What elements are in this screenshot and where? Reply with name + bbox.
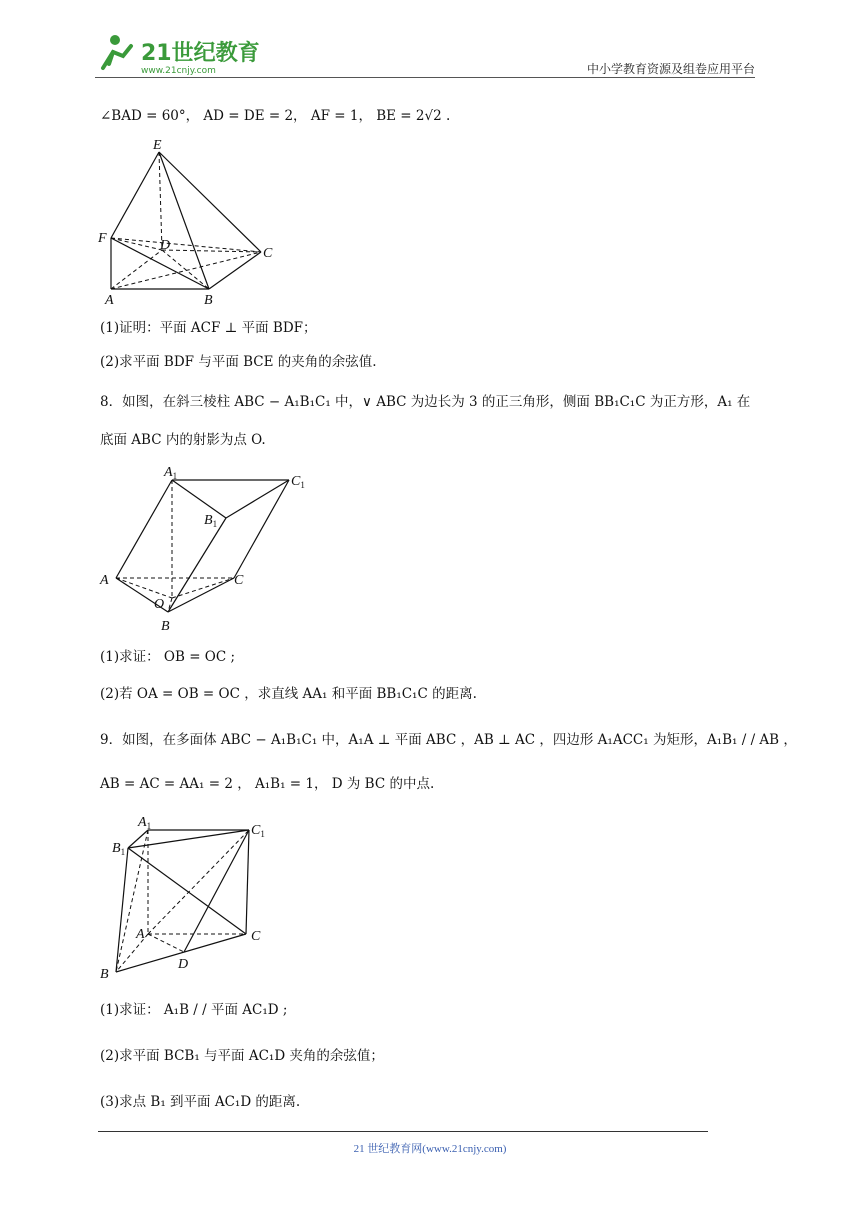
label-B: B bbox=[204, 293, 213, 308]
label-F: F bbox=[98, 231, 107, 246]
p8-statement-2: 底面 ABC 内的射影为点 O. bbox=[100, 432, 266, 448]
figure-polyhedron-3 bbox=[96, 812, 276, 984]
p8-part1: (1)求证： OB = OC ; bbox=[100, 649, 236, 665]
footer-rule bbox=[98, 1131, 708, 1132]
p9-part1: (1)求证： A₁B / / 平面 AC₁D ; bbox=[100, 1002, 288, 1018]
p9-part2: (2)求平面 BCB₁ 与平面 AC₁D 夹角的余弦值； bbox=[100, 1048, 384, 1064]
label-B1: $B_1$ bbox=[112, 841, 126, 857]
p9-part3: (3)求点 B₁ 到平面 AC₁D 的距离. bbox=[100, 1094, 301, 1110]
label-C1: $C_1$ bbox=[251, 823, 265, 839]
header-rule bbox=[95, 77, 755, 78]
label-A1: $A_1$ bbox=[138, 815, 152, 831]
label-D: D bbox=[160, 238, 171, 253]
label-D: D bbox=[178, 957, 189, 972]
p9-statement-2: AB = AC = AA₁ = 2 ， A₁B₁ = 1， D 为 BC 的中点. bbox=[100, 776, 435, 792]
footer-link[interactable]: 21 世纪教育网(www.21cnjy.com) bbox=[353, 1143, 507, 1155]
label-C: C bbox=[234, 573, 244, 588]
label-A: A bbox=[136, 927, 145, 942]
label-O: O bbox=[154, 597, 165, 612]
p8-part2: (2)若 OA = OB = OC ，求直线 AA₁ 和平面 BB₁C₁C 的距离. bbox=[100, 686, 477, 702]
figure-polyhedron-1 bbox=[96, 132, 286, 310]
p7-part1: (1)证明：平面 ACF ⊥ 平面 BDF； bbox=[100, 320, 317, 336]
logo-url: www.21cnjy.com bbox=[141, 66, 216, 76]
page-header bbox=[95, 30, 755, 78]
p9-statement-1: 9．如图，在多面体 ABC − A₁B₁C₁ 中，A₁A ⊥ 平面 ABC ，AB ⊥ AC ，四边形 A₁ACC₁ 为矩形，A₁B₁ / / AB ， bbox=[100, 732, 797, 748]
label-C: C bbox=[263, 246, 273, 261]
figure-prism-2 bbox=[96, 460, 316, 638]
logo-text: 21世纪教育 bbox=[141, 41, 260, 66]
label-B: B bbox=[100, 967, 109, 982]
label-C1: $C_1$ bbox=[291, 474, 305, 490]
given-conditions: ∠BAD = 60°， AD = DE = 2， AF = 1， BE = 2√2 . bbox=[100, 108, 451, 124]
label-A: A bbox=[105, 293, 114, 308]
label-A: A bbox=[100, 573, 109, 588]
p7-part2: (2)求平面 BDF 与平面 BCE 的夹角的余弦值. bbox=[100, 354, 377, 370]
label-E: E bbox=[153, 138, 162, 153]
label-C: C bbox=[251, 929, 261, 944]
label-B: B bbox=[161, 619, 170, 634]
site-logo bbox=[95, 30, 265, 76]
label-B1: $B_1$ bbox=[204, 513, 218, 529]
label-A1: $A_1$ bbox=[164, 465, 178, 481]
header-right-text: 中小学教育资源及组卷应用平台 bbox=[586, 62, 755, 76]
p8-statement-1: 8．如图，在斜三棱柱 ABC − A₁B₁C₁ 中，∨ ABC 为边长为 3 的正三角形，侧面 BB₁C₁C 为正方形，A₁ 在 bbox=[100, 394, 751, 410]
